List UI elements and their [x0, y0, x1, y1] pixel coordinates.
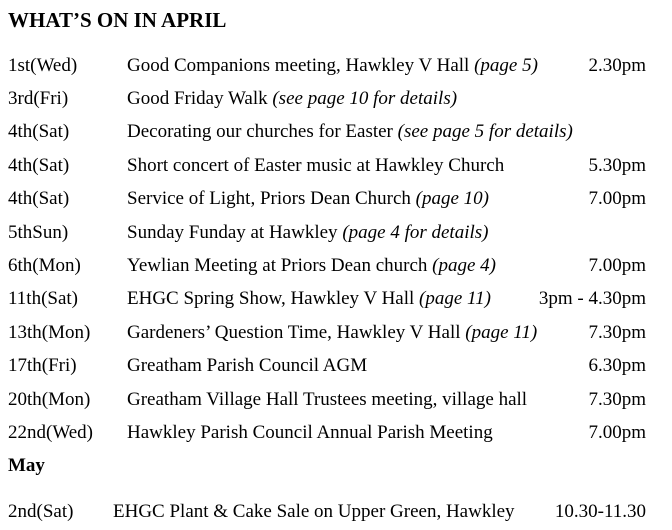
event-page-note: (see page 5 for details) [397, 121, 573, 143]
event-page-note: (page 11) [465, 321, 538, 343]
event-time: 2.30pm [588, 54, 646, 76]
event-description [127, 255, 580, 277]
event-description [127, 155, 580, 177]
event-page-note: (page 4) [432, 255, 497, 277]
month-header: May [8, 455, 45, 477]
event-row [8, 350, 646, 383]
event-title-text: Good Friday Walk [127, 88, 268, 110]
event-date: 4th(Sat) [8, 154, 70, 176]
event-row [8, 216, 646, 249]
event-date: 2nd(Sat) [8, 500, 74, 522]
event-title-text: EHGC Plant & Cake Sale on Upper Green, Hawkley [113, 500, 515, 522]
event-time: 7.30pm [588, 388, 646, 410]
event-row [8, 49, 646, 82]
event-date: 4th(Sat) [8, 188, 70, 210]
event-row [8, 82, 646, 115]
event-title-text: Hawkley Parish Council Annual Parish Meeting [127, 421, 493, 443]
event-time: 7.00pm [588, 255, 646, 277]
event-title-text: Good Companions meeting, Hawkley V Hall [127, 54, 470, 76]
event-time: 7.00pm [588, 188, 646, 210]
event-row [8, 383, 646, 416]
event-description [127, 55, 580, 77]
event-description [127, 188, 580, 210]
event-time: 5.30pm [588, 154, 646, 176]
page-title: WHAT’S ON IN APRIL [8, 8, 227, 32]
event-date: 3rd(Fri) [8, 88, 69, 110]
event-date: 17th(Fri) [8, 355, 77, 377]
april-event-list [8, 49, 646, 528]
event-title-text: Service of Light, Priors Dean Church [127, 188, 411, 210]
event-title-text: Decorating our churches for Easter [127, 121, 393, 143]
event-row [8, 249, 646, 282]
event-description [127, 121, 646, 143]
event-row [8, 116, 646, 149]
event-date: 22nd(Wed) [8, 421, 93, 443]
event-date: 6th(Mon) [8, 255, 81, 277]
event-time: 7.00pm [588, 421, 646, 443]
event-date: 13th(Mon) [8, 321, 91, 343]
event-date: 4th(Sat) [8, 121, 70, 143]
event-row [8, 183, 646, 216]
event-description [113, 501, 547, 523]
event-page-note: (page 5) [474, 54, 538, 76]
event-title-text: Short concert of Easter music at Hawkley Church [127, 154, 505, 176]
event-description [127, 389, 580, 411]
event-description [127, 422, 580, 444]
event-time: 7.30pm [588, 321, 646, 343]
event-description [127, 288, 531, 310]
event-description [127, 222, 646, 244]
event-title-text: Greatham Village Hall Trustees meeting, village hall [127, 388, 528, 410]
event-time: 6.30pm [588, 355, 646, 377]
event-page-note: (see page 10 for details) [272, 88, 458, 110]
event-date: 20th(Mon) [8, 388, 91, 410]
event-title-text: Yewlian Meeting at Priors Dean church [127, 255, 428, 277]
event-title-text: Greatham Parish Council AGM [127, 355, 368, 377]
event-title-text: Gardeners’ Question Time, Hawkley V Hall [127, 321, 461, 343]
event-description [127, 88, 646, 110]
event-date: 5thSun) [8, 221, 69, 243]
event-title-text: Sunday Funday at Hawkley [127, 221, 338, 243]
event-date: 1st(Wed) [8, 54, 78, 76]
event-row [8, 495, 646, 528]
event-page-note: (page 4 for details) [342, 221, 489, 243]
event-page-note: (page 11) [419, 288, 491, 310]
event-page-note: (page 10) [415, 188, 489, 210]
event-row [8, 283, 646, 316]
event-time: 10.30-11.30 [554, 500, 646, 522]
event-time: 3pm - 4.30pm [538, 288, 646, 310]
event-description [127, 355, 580, 377]
event-title-text: EHGC Spring Show, Hawkley V Hall [127, 288, 415, 310]
event-row [8, 149, 646, 182]
event-row [8, 316, 646, 349]
event-description [127, 322, 580, 344]
event-date: 11th(Sat) [8, 288, 79, 310]
month-header-row [8, 450, 646, 483]
event-row [8, 416, 646, 449]
